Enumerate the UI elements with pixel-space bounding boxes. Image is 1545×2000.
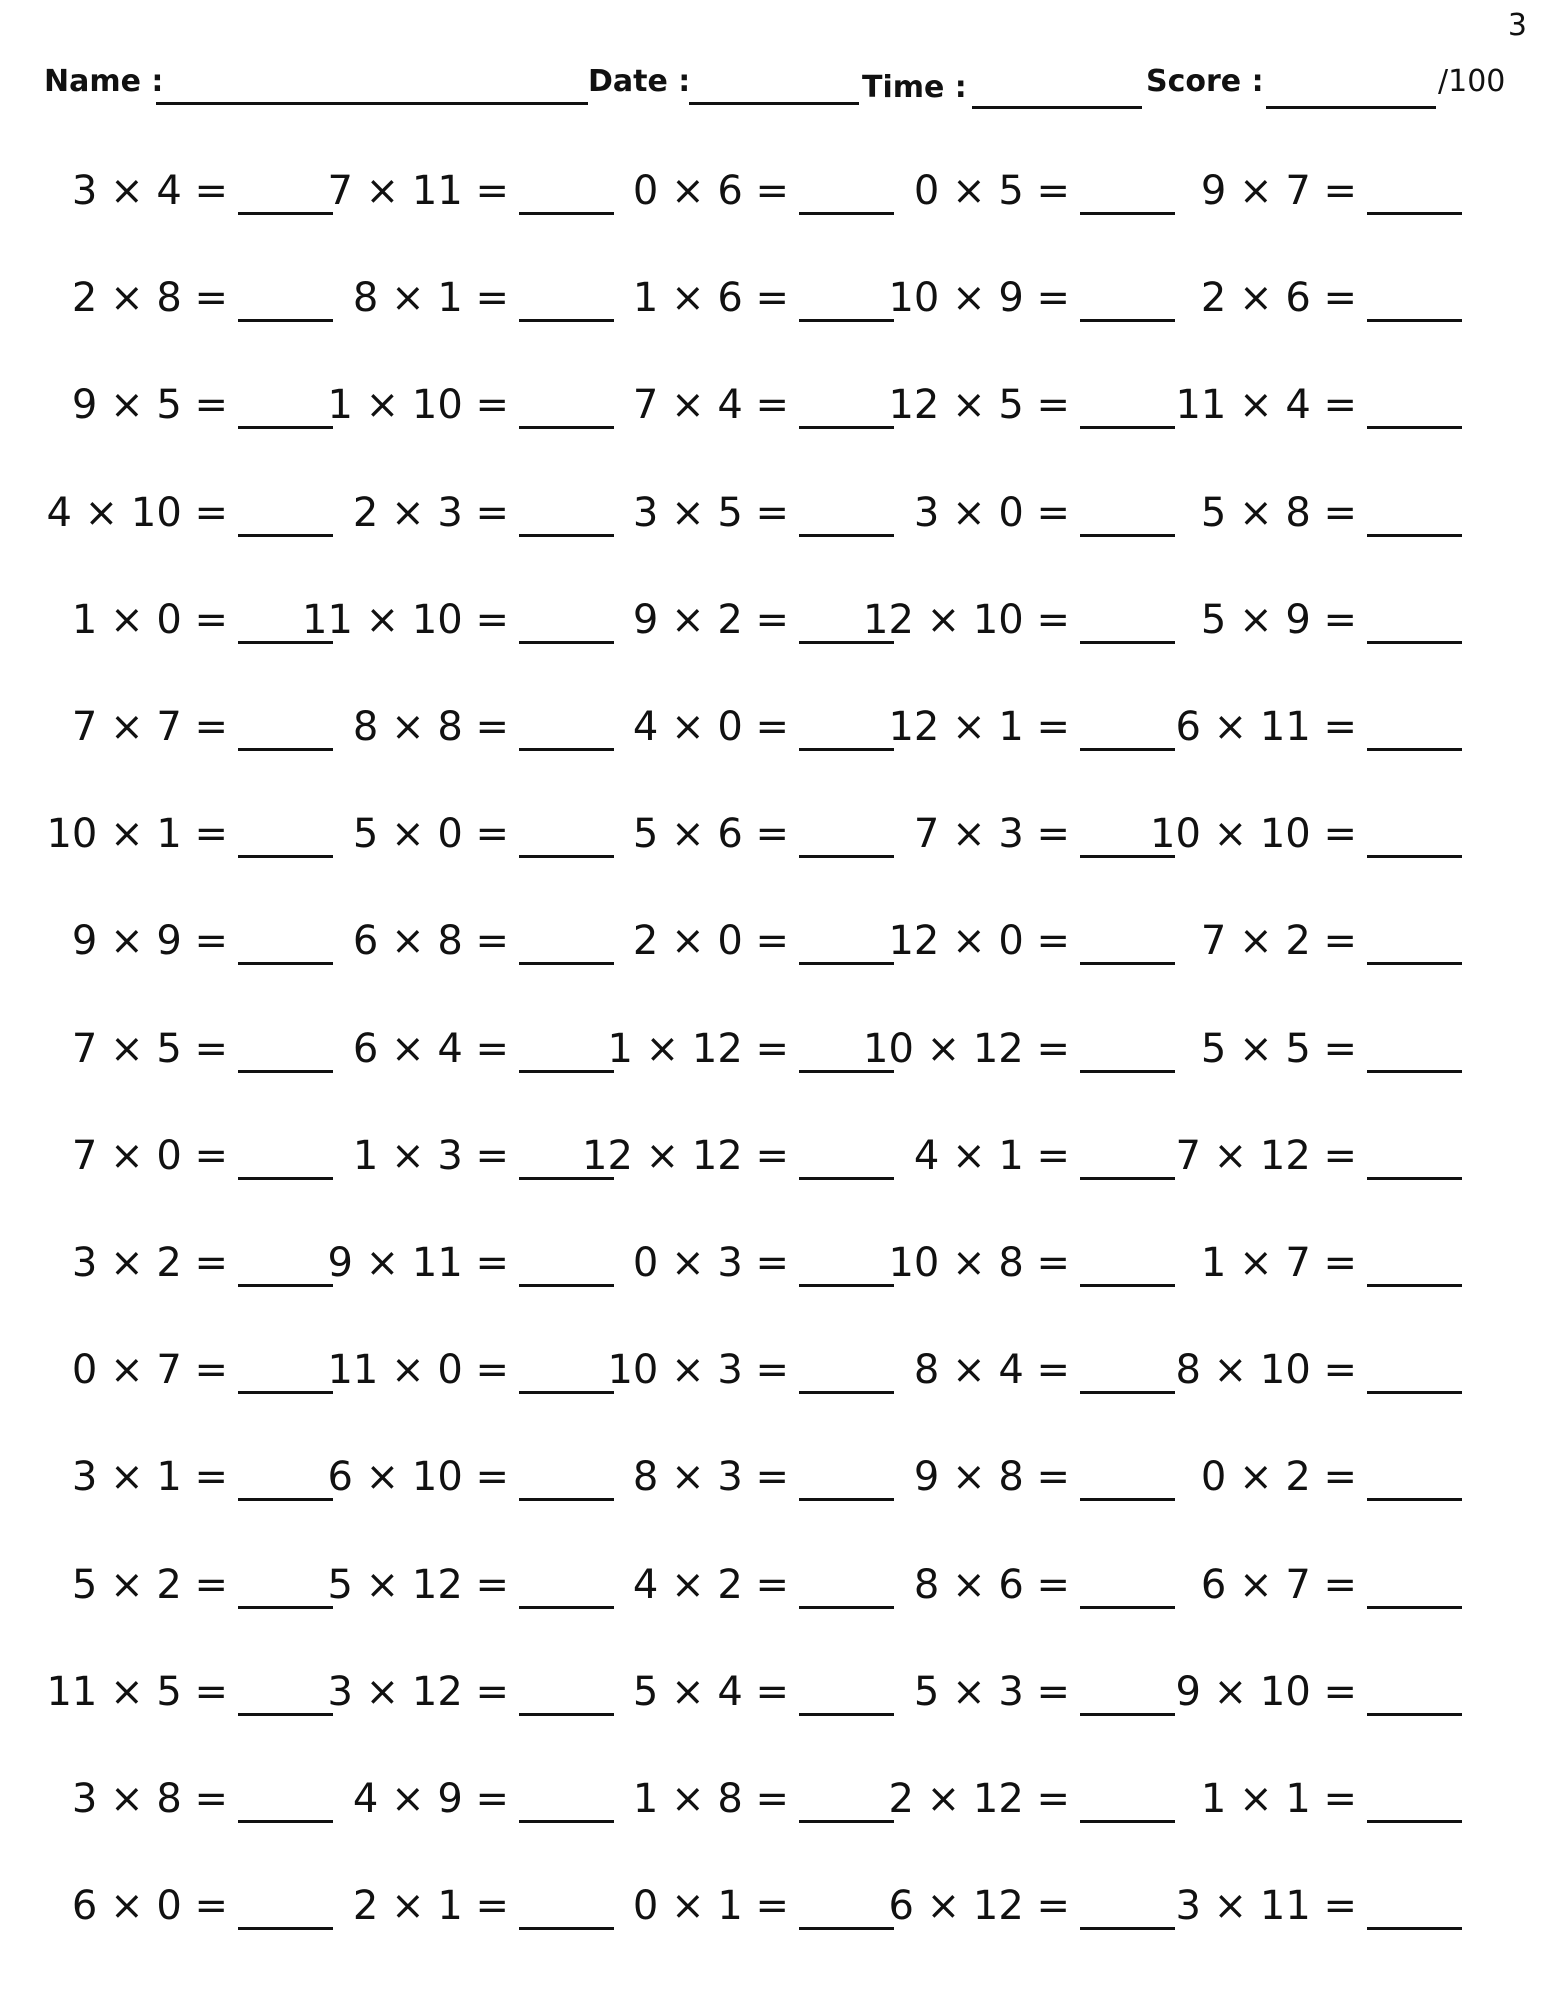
problem-equation: 1 × 10 = [327, 382, 509, 429]
problem-equation: 0 × 2 = [1200, 1454, 1357, 1501]
problem-equation: 9 × 2 = [632, 596, 789, 643]
problem-equation: 8 × 6 = [913, 1561, 1070, 1608]
problem-row [0, 809, 1545, 869]
problem [607, 1024, 894, 1084]
answer-blank[interactable] [238, 748, 333, 751]
problem [1182, 1452, 1462, 1512]
problem-equation: 3 × 4 = [71, 168, 228, 214]
problem-equation: 2 × 12 = [888, 1776, 1070, 1822]
answer-blank[interactable] [799, 212, 894, 215]
answer-blank[interactable] [238, 1606, 333, 1609]
problem [334, 702, 614, 762]
problem-equation: 3 × 11 = [1175, 1883, 1357, 1930]
problem-equation: 6 × 0 = [71, 1883, 228, 1930]
problem [334, 1774, 614, 1834]
problem-row [0, 166, 1545, 226]
problem-equation: 12 × 10 = [863, 596, 1070, 643]
time-field[interactable] [972, 106, 1142, 109]
problem-equation: 7 × 0 = [71, 1132, 228, 1179]
answer-blank[interactable] [519, 212, 614, 215]
problem-equation: 0 × 5 = [913, 168, 1070, 214]
problem [334, 1131, 614, 1191]
answer-blank[interactable] [1367, 1606, 1462, 1609]
problem-equation: 12 × 0 = [888, 918, 1070, 965]
problem [895, 809, 1175, 869]
problem-row [0, 1345, 1545, 1405]
answer-blank[interactable] [1367, 641, 1462, 644]
problem [46, 809, 333, 869]
answer-blank[interactable] [238, 1070, 333, 1073]
problem-equation: 5 × 2 = [71, 1561, 228, 1608]
problem-equation: 6 × 7 = [1200, 1561, 1357, 1608]
answer-blank[interactable] [799, 962, 894, 965]
problem-equation: 2 × 0 = [632, 918, 789, 965]
problem [888, 1238, 1175, 1298]
name-field[interactable] [156, 102, 588, 105]
problem-equation: 10 × 10 = [1150, 811, 1357, 858]
problem-equation: 5 × 9 = [1200, 596, 1357, 643]
answer-blank[interactable] [238, 1498, 333, 1501]
problem-equation: 5 × 8 = [1200, 489, 1357, 536]
date-field[interactable] [689, 102, 859, 105]
problem [614, 166, 894, 226]
answer-blank[interactable] [238, 426, 333, 429]
problem [46, 488, 333, 548]
problem-row [0, 273, 1545, 333]
problem [895, 1131, 1175, 1191]
problem-equation: 7 × 12 = [1175, 1132, 1357, 1179]
problem-equation: 1 × 7 = [1200, 1240, 1357, 1286]
answer-blank[interactable] [519, 641, 614, 644]
problem-row [0, 1452, 1545, 1512]
answer-blank[interactable] [238, 534, 333, 537]
problem-equation: 5 × 3 = [913, 1668, 1070, 1715]
problem [614, 916, 894, 976]
problem-equation: 4 × 1 = [913, 1132, 1070, 1179]
problem-equation: 11 × 4 = [1175, 382, 1357, 429]
problem [888, 702, 1175, 762]
answer-blank[interactable] [519, 1927, 614, 1930]
problem-equation: 7 × 3 = [913, 811, 1070, 858]
time-label: Time : [862, 70, 967, 105]
answer-blank[interactable] [1080, 1177, 1175, 1180]
problem [895, 1667, 1175, 1727]
problem-equation: 6 × 4 = [352, 1025, 509, 1072]
problem-equation: 0 × 3 = [632, 1240, 789, 1286]
problem [888, 273, 1175, 333]
problem-equation: 6 × 10 = [327, 1454, 509, 1501]
problem [895, 488, 1175, 548]
answer-blank[interactable] [1367, 426, 1462, 429]
answer-blank[interactable] [1080, 962, 1175, 965]
problem [863, 1024, 1175, 1084]
problem-equation: 12 × 12 = [582, 1132, 789, 1179]
problem [863, 595, 1175, 655]
problem-equation: 5 × 5 = [1200, 1025, 1357, 1072]
problem [614, 1560, 894, 1620]
answer-blank[interactable] [519, 534, 614, 537]
score-total: /100 [1438, 64, 1506, 99]
problem [327, 380, 614, 440]
problem [888, 1774, 1175, 1834]
problem [1175, 380, 1462, 440]
problem [53, 702, 333, 762]
score-field[interactable] [1266, 106, 1436, 109]
answer-blank[interactable] [519, 1820, 614, 1823]
answer-blank[interactable] [238, 212, 333, 215]
problem-equation: 1 × 0 = [71, 596, 228, 643]
problem [1175, 702, 1462, 762]
problem-equation: 9 × 5 = [71, 382, 228, 429]
problem [302, 595, 614, 655]
problem [53, 916, 333, 976]
problem-row [0, 1881, 1545, 1941]
problem-equation: 7 × 11 = [327, 168, 509, 214]
answer-blank[interactable] [519, 962, 614, 965]
problem-equation: 3 × 5 = [632, 489, 789, 536]
problem [1175, 1345, 1462, 1405]
problem-equation: 7 × 5 = [71, 1025, 228, 1072]
problem [1182, 595, 1462, 655]
answer-blank[interactable] [1367, 1391, 1462, 1394]
problem [1175, 1667, 1462, 1727]
problem [614, 1238, 894, 1298]
problem-equation: 2 × 6 = [1200, 275, 1357, 322]
answer-blank[interactable] [1080, 1927, 1175, 1930]
problem-equation: 2 × 1 = [352, 1883, 509, 1930]
problem [895, 1452, 1175, 1512]
worksheet-header [44, 62, 1504, 112]
problem [334, 1881, 614, 1941]
answer-blank[interactable] [238, 1284, 333, 1287]
answer-blank[interactable] [1367, 1927, 1462, 1930]
problem-equation: 5 × 6 = [632, 811, 789, 858]
problem [334, 916, 614, 976]
problem [53, 595, 333, 655]
problem-equation: 4 × 10 = [46, 489, 228, 536]
problem-equation: 5 × 4 = [632, 1668, 789, 1715]
problem-equation: 12 × 5 = [888, 382, 1070, 429]
problem [1182, 1024, 1462, 1084]
answer-blank[interactable] [799, 534, 894, 537]
answer-blank[interactable] [519, 855, 614, 858]
problem [327, 166, 614, 226]
problem-equation: 8 × 10 = [1175, 1347, 1357, 1394]
problem [327, 1345, 614, 1405]
problem [1175, 1131, 1462, 1191]
problem-equation: 11 × 10 = [302, 596, 509, 643]
answer-blank[interactable] [519, 1498, 614, 1501]
answer-blank[interactable] [1080, 641, 1175, 644]
answer-blank[interactable] [519, 1391, 614, 1394]
problem-equation: 3 × 8 = [71, 1776, 228, 1822]
problem-equation: 7 × 2 = [1200, 918, 1357, 965]
answer-blank[interactable] [238, 1927, 333, 1930]
problem-equation: 4 × 0 = [632, 704, 789, 750]
problem [614, 1774, 894, 1834]
answer-blank[interactable] [238, 1820, 333, 1823]
answer-blank[interactable] [1367, 1498, 1462, 1501]
problem [53, 1345, 333, 1405]
answer-blank[interactable] [519, 319, 614, 322]
problem [53, 166, 333, 226]
answer-blank[interactable] [1367, 1713, 1462, 1716]
problem [53, 1774, 333, 1834]
problem-equation: 3 × 12 = [327, 1668, 509, 1715]
problem [53, 1131, 333, 1191]
problem-equation: 7 × 4 = [632, 382, 789, 429]
problem [895, 1560, 1175, 1620]
answer-blank[interactable] [1080, 1606, 1175, 1609]
problem-equation: 1 × 6 = [632, 275, 789, 322]
answer-blank[interactable] [238, 1391, 333, 1394]
answer-blank[interactable] [799, 855, 894, 858]
problem [895, 1345, 1175, 1405]
problem-equation: 9 × 8 = [913, 1454, 1070, 1501]
problem-equation: 8 × 3 = [632, 1454, 789, 1501]
problem [614, 702, 894, 762]
answer-blank[interactable] [519, 426, 614, 429]
problem-equation: 5 × 0 = [352, 811, 509, 858]
answer-blank[interactable] [799, 1391, 894, 1394]
problem [614, 380, 894, 440]
problem [614, 809, 894, 869]
answer-blank[interactable] [1367, 534, 1462, 537]
problem [614, 1881, 894, 1941]
answer-blank[interactable] [519, 1070, 614, 1073]
problem-equation: 0 × 7 = [71, 1347, 228, 1394]
problem-equation: 9 × 9 = [71, 918, 228, 965]
answer-blank[interactable] [238, 319, 333, 322]
answer-blank[interactable] [238, 855, 333, 858]
problem-row [0, 1238, 1545, 1298]
answer-blank[interactable] [1367, 855, 1462, 858]
problem [614, 273, 894, 333]
problem [1182, 273, 1462, 333]
answer-blank[interactable] [799, 1713, 894, 1716]
page-number: 3 [1507, 8, 1527, 43]
problem-equation: 10 × 9 = [888, 275, 1070, 322]
problem-equation: 1 × 8 = [632, 1776, 789, 1822]
problem-equation: 3 × 2 = [71, 1240, 228, 1286]
answer-blank[interactable] [519, 748, 614, 751]
problem-row [0, 1560, 1545, 1620]
problem [53, 273, 333, 333]
problem [334, 1024, 614, 1084]
problem-equation: 5 × 12 = [327, 1561, 509, 1608]
problem-equation: 12 × 1 = [888, 704, 1070, 750]
problem-row [0, 595, 1545, 655]
name-label: Name : [44, 64, 164, 99]
answer-blank[interactable] [1080, 1070, 1175, 1073]
answer-blank[interactable] [1367, 1284, 1462, 1287]
answer-blank[interactable] [799, 1284, 894, 1287]
problem-equation: 8 × 1 = [352, 275, 509, 322]
problem [53, 1560, 333, 1620]
problem [1182, 916, 1462, 976]
problem [53, 1238, 333, 1298]
answer-blank[interactable] [799, 1177, 894, 1180]
answer-blank[interactable] [799, 1927, 894, 1930]
problem-equation: 9 × 10 = [1175, 1668, 1357, 1715]
problem-equation: 11 × 0 = [327, 1347, 509, 1394]
problem-equation: 10 × 3 = [607, 1347, 789, 1394]
problem-equation: 9 × 11 = [327, 1240, 509, 1286]
problem [614, 488, 894, 548]
answer-blank[interactable] [799, 1820, 894, 1823]
answer-blank[interactable] [799, 1498, 894, 1501]
problem [888, 916, 1175, 976]
problem-equation: 10 × 8 = [888, 1240, 1070, 1286]
problem-row [0, 488, 1545, 548]
problem [582, 1131, 894, 1191]
answer-blank[interactable] [1367, 319, 1462, 322]
problem [46, 1667, 333, 1727]
problem [888, 380, 1175, 440]
problem-equation: 4 × 9 = [352, 1776, 509, 1822]
answer-blank[interactable] [519, 1713, 614, 1716]
answer-blank[interactable] [1367, 212, 1462, 215]
problem [327, 1667, 614, 1727]
problem-row [0, 380, 1545, 440]
problem-equation: 0 × 1 = [632, 1883, 789, 1930]
problem-equation: 8 × 4 = [913, 1347, 1070, 1394]
answer-blank[interactable] [238, 1713, 333, 1716]
problem-equation: 7 × 7 = [71, 704, 228, 750]
problem [888, 1881, 1175, 1941]
problem-equation: 9 × 7 = [1200, 168, 1357, 214]
answer-blank[interactable] [1080, 1391, 1175, 1394]
problem-equation: 8 × 8 = [352, 704, 509, 750]
problem-row [0, 1667, 1545, 1727]
problem [1182, 1774, 1462, 1834]
answer-blank[interactable] [1080, 534, 1175, 537]
problem [53, 1881, 333, 1941]
problem [1182, 488, 1462, 548]
problem [1150, 809, 1462, 869]
problem [327, 1452, 614, 1512]
problem-equation: 1 × 1 = [1200, 1776, 1357, 1822]
problem-equation: 0 × 6 = [632, 168, 789, 214]
problem [334, 809, 614, 869]
answer-blank[interactable] [1080, 319, 1175, 322]
answer-blank[interactable] [519, 1284, 614, 1287]
answer-blank[interactable] [238, 962, 333, 965]
problem [1182, 166, 1462, 226]
problem [895, 166, 1175, 226]
problem-equation: 6 × 8 = [352, 918, 509, 965]
answer-blank[interactable] [1080, 1498, 1175, 1501]
problem-row [0, 702, 1545, 762]
problem-equation: 10 × 12 = [863, 1025, 1070, 1072]
date-label: Date : [588, 64, 691, 99]
problem [327, 1238, 614, 1298]
answer-blank[interactable] [1367, 748, 1462, 751]
problem-equation: 10 × 1 = [46, 811, 228, 858]
problem-equation: 3 × 0 = [913, 489, 1070, 536]
answer-blank[interactable] [799, 319, 894, 322]
problem-equation: 6 × 12 = [888, 1883, 1070, 1930]
problem-row [0, 1131, 1545, 1191]
problem [53, 380, 333, 440]
answer-blank[interactable] [238, 1177, 333, 1180]
problem-equation: 1 × 12 = [607, 1025, 789, 1072]
problem [1175, 1881, 1462, 1941]
answer-blank[interactable] [519, 1606, 614, 1609]
answer-blank[interactable] [799, 748, 894, 751]
problem-equation: 6 × 11 = [1175, 704, 1357, 750]
answer-blank[interactable] [1367, 1070, 1462, 1073]
answer-blank[interactable] [1080, 1713, 1175, 1716]
problem [614, 1667, 894, 1727]
answer-blank[interactable] [1080, 748, 1175, 751]
answer-blank[interactable] [1080, 1284, 1175, 1287]
problem-equation: 11 × 5 = [46, 1668, 228, 1715]
answer-blank[interactable] [799, 426, 894, 429]
problem-equation: 2 × 3 = [352, 489, 509, 536]
answer-blank[interactable] [1367, 1177, 1462, 1180]
problem [53, 1024, 333, 1084]
answer-blank[interactable] [1080, 426, 1175, 429]
score-label: Score : [1146, 64, 1264, 99]
answer-blank[interactable] [1080, 212, 1175, 215]
answer-blank[interactable] [1367, 962, 1462, 965]
problem [334, 273, 614, 333]
problem-equation: 1 × 3 = [352, 1132, 509, 1179]
problem-row [0, 1024, 1545, 1084]
problem-equation: 4 × 2 = [632, 1561, 789, 1608]
problem [334, 488, 614, 548]
answer-blank[interactable] [1367, 1820, 1462, 1823]
problem-equation: 2 × 8 = [71, 275, 228, 322]
problem [53, 1452, 333, 1512]
answer-blank[interactable] [799, 1606, 894, 1609]
answer-blank[interactable] [1080, 1820, 1175, 1823]
problem-row [0, 1774, 1545, 1834]
problem [327, 1560, 614, 1620]
problem [614, 1452, 894, 1512]
problem-row [0, 916, 1545, 976]
problem [1182, 1238, 1462, 1298]
problem [1182, 1560, 1462, 1620]
problem-equation: 3 × 1 = [71, 1454, 228, 1501]
problem [614, 595, 894, 655]
problem [607, 1345, 894, 1405]
